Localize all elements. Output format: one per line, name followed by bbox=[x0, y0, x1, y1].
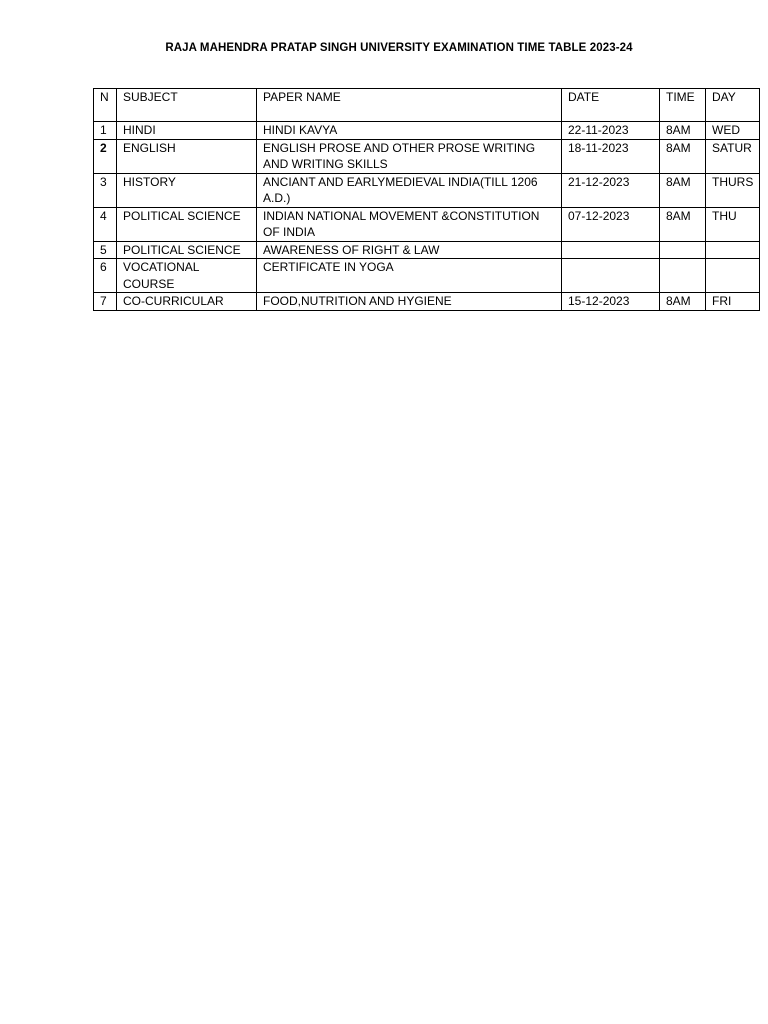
row-paper-name: INDIAN NATIONAL MOVEMENT &CONSTITUTION OF INDIA bbox=[257, 207, 562, 241]
row-paper-name: ENGLISH PROSE AND OTHER PROSE WRITING AND WRITING SKILLS bbox=[257, 139, 562, 173]
row-time: 8AM bbox=[660, 173, 706, 207]
row-day: THU bbox=[706, 207, 760, 241]
row-time: 8AM bbox=[660, 293, 706, 311]
row-subject: POLITICAL SCIENCE bbox=[117, 241, 257, 259]
row-day bbox=[706, 241, 760, 259]
table-row bbox=[94, 259, 760, 293]
row-day bbox=[706, 259, 760, 293]
row-date bbox=[562, 259, 660, 293]
row-time: 8AM bbox=[660, 122, 706, 140]
row-date: 21-12-2023 bbox=[562, 173, 660, 207]
row-day: SATUR bbox=[706, 139, 760, 173]
row-time bbox=[660, 241, 706, 259]
row-day: THURS bbox=[706, 173, 760, 207]
row-date bbox=[562, 241, 660, 259]
row-number: 5 bbox=[94, 241, 117, 259]
row-number: 6 bbox=[94, 259, 117, 293]
table-row bbox=[94, 241, 760, 259]
exam-timetable bbox=[93, 88, 760, 311]
row-day: WED bbox=[706, 122, 760, 140]
row-paper-name: AWARENESS OF RIGHT & LAW bbox=[257, 241, 562, 259]
row-date: 18-11-2023 bbox=[562, 139, 660, 173]
row-subject: VOCATIONAL COURSE bbox=[117, 259, 257, 293]
table-header-row bbox=[94, 89, 760, 122]
table-row bbox=[94, 207, 760, 241]
table-row bbox=[94, 122, 760, 140]
row-date: 15-12-2023 bbox=[562, 293, 660, 311]
row-number: 1 bbox=[94, 122, 117, 140]
row-subject: ENGLISH bbox=[117, 139, 257, 173]
table-row bbox=[94, 293, 760, 311]
row-paper-name: HINDI KAVYA bbox=[257, 122, 562, 140]
row-subject: HINDI bbox=[117, 122, 257, 140]
row-time bbox=[660, 259, 706, 293]
row-time: 8AM bbox=[660, 207, 706, 241]
row-number: 3 bbox=[94, 173, 117, 207]
row-date: 07-12-2023 bbox=[562, 207, 660, 241]
row-day: FRI bbox=[706, 293, 760, 311]
row-number: 4 bbox=[94, 207, 117, 241]
table-row bbox=[94, 139, 760, 173]
row-paper-name: FOOD,NUTRITION AND HYGIENE bbox=[257, 293, 562, 311]
row-date: 22-11-2023 bbox=[562, 122, 660, 140]
header-subject: SUBJECT bbox=[117, 89, 257, 122]
page-title: RAJA MAHENDRA PRATAP SINGH UNIVERSITY EXAMINATION TIME TABLE 2023-24 bbox=[165, 42, 633, 54]
row-paper-name: CERTIFICATE IN YOGA bbox=[257, 259, 562, 293]
header-n: N bbox=[94, 89, 117, 122]
row-paper-name: ANCIANT AND EARLYMEDIEVAL INDIA(TILL 1206 A.D.) bbox=[257, 173, 562, 207]
table-row bbox=[94, 173, 760, 207]
header-paper-name: PAPER NAME bbox=[257, 89, 562, 122]
row-subject: POLITICAL SCIENCE bbox=[117, 207, 257, 241]
row-number: 2 bbox=[94, 139, 117, 173]
row-subject: HISTORY bbox=[117, 173, 257, 207]
header-date: DATE bbox=[562, 89, 660, 122]
header-day: DAY bbox=[706, 89, 760, 122]
row-subject: CO-CURRICULAR bbox=[117, 293, 257, 311]
header-time: TIME bbox=[660, 89, 706, 122]
row-number: 7 bbox=[94, 293, 117, 311]
row-time: 8AM bbox=[660, 139, 706, 173]
